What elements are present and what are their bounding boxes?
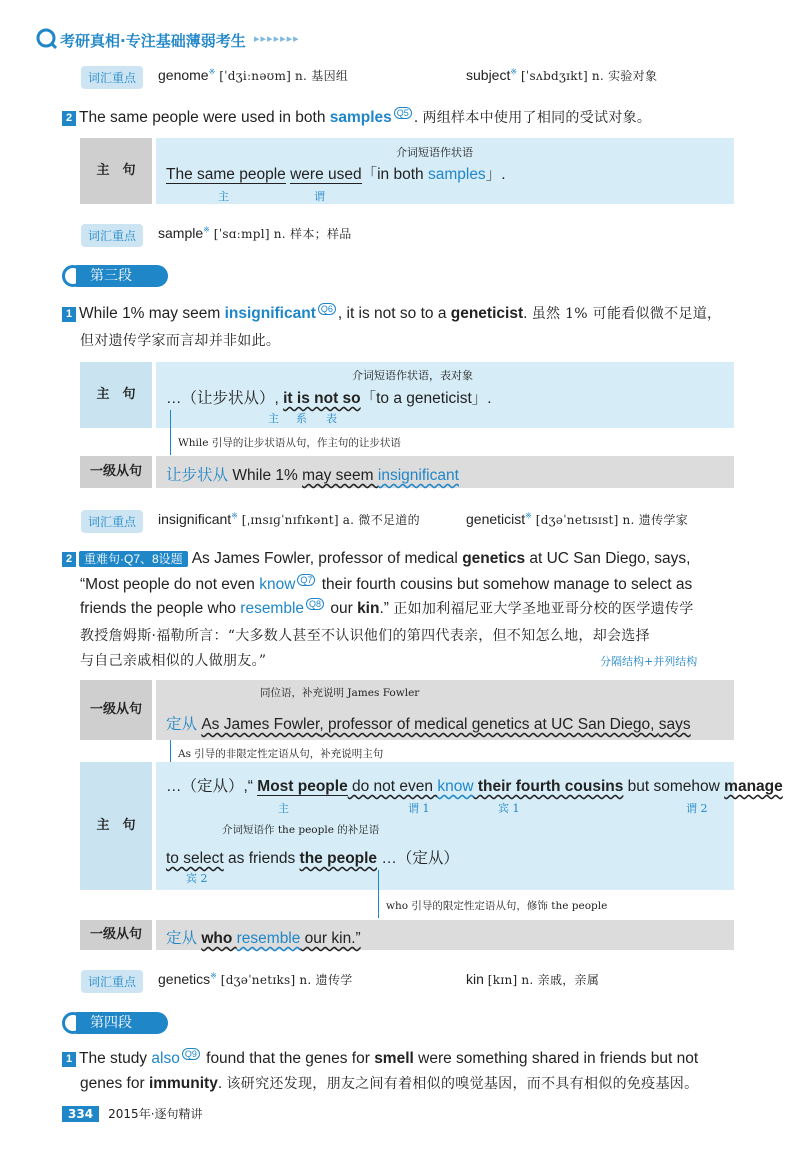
box-content: 介词短语作状语，表对象 …（让步状从）, it is not so「to a geneticist」. 主 系 表 xyxy=(156,362,734,428)
vocab-def: n. 基因组 xyxy=(295,69,349,83)
difficult-badge: 重难句·Q7、8设题 xyxy=(79,551,188,567)
vocab-entry: subject※ [ˈsʌbdʒɪkt] n. 实验对象 xyxy=(466,67,658,83)
page-number: 334 xyxy=(62,1106,99,1122)
translation: 但对遗传学家而言却并非如此。 xyxy=(80,333,281,349)
vocab-entry: kin [kɪn] n. 亲戚，亲属 xyxy=(466,971,600,987)
vocab-phonetic: [ˈsʌbdʒɪkt] xyxy=(520,69,588,83)
vocab-tag: 词汇重点 xyxy=(81,224,143,247)
vocab-entry: sample※ [ˈsɑːmpl] n. 样本；样品 xyxy=(158,225,352,241)
vocab-entry: genetics※ [dʒəˈnetɪks] n. 遗传学 xyxy=(158,971,353,987)
sentence-1: 1 While 1% may seem insignificant Q6 , it is not so to a geneticist. 虽然 1% 可能看似微不足道， xyxy=(62,303,721,323)
label-predicate: 谓 xyxy=(314,190,325,203)
sentence-number: 2 xyxy=(62,111,76,126)
sentence-2: 2 重难句·Q7、8设题 As James Fowler, professor of medical genetics at UC San Diego, says, xyxy=(62,550,691,568)
search-logo-icon xyxy=(36,28,58,50)
box-label: 主 句 xyxy=(80,362,152,428)
header-arrows: ▸▸▸▸▸▸▸ xyxy=(254,32,300,45)
vocab-entry: geneticist※ [dʒəˈnetɪsɪst] n. 遗传学家 xyxy=(466,511,688,527)
vocab-phonetic: [ˈdʒiːnəʊm] xyxy=(219,69,292,83)
vocab-word: genome xyxy=(158,67,209,83)
sentence-2: 2 The same people were used in both samples Q5 . 两组样本中使用了相同的受试对象。 xyxy=(62,107,651,127)
structure-note: 分隔结构+并列结构 xyxy=(600,655,698,668)
box-label: 主 句 xyxy=(80,138,152,204)
label-subject: 主 xyxy=(218,190,229,203)
box-content: …（定从）,“ Most people do not even know their fourth cousins but somehow manage 主 谓 1 宾 1 谓 2 介词短语作 the people 的补足语 to select as friends the people …（定从） 宾 2 xyxy=(156,762,734,890)
footer xyxy=(62,1103,203,1122)
box-content: 定从 who resemble our kin.” xyxy=(156,920,734,950)
question-tag: Q5 xyxy=(394,107,412,119)
vocab-word: subject xyxy=(466,67,511,83)
sentence-1: 1 The study also Q9 found that the genes for smell were something shared in friends but not xyxy=(62,1048,698,1068)
annotation: 介词短语作状语 xyxy=(396,146,473,159)
box-content: 让步状从 While 1% may seem insignificant xyxy=(156,456,734,488)
box-content: 介词短语作状语 The same people were used「in both samples」. 主 谓 xyxy=(156,138,734,204)
box-content: 同位语，补充说明 James Fowler 定从 As James Fowler, professor of medical genetics at UC San Diego, says xyxy=(156,680,734,740)
vocab-entry: insignificant※ [ˌɪnsɪɡˈnɪfɪkənt] a. 微不足道的 xyxy=(158,511,420,527)
header-title: 考研真相·专注基础薄弱考生 xyxy=(60,32,246,50)
footer-title: 2015年·逐句精讲 xyxy=(108,1107,203,1121)
vocab-def: n. 实验对象 xyxy=(591,69,658,83)
vocab-tag: 词汇重点 xyxy=(81,66,143,89)
vocab-entry: genome※ [ˈdʒiːnəʊm] n. 基因组 xyxy=(158,67,349,83)
arrow-note: While 引导的让步状语从句，作主句的让步状语 xyxy=(178,437,401,449)
